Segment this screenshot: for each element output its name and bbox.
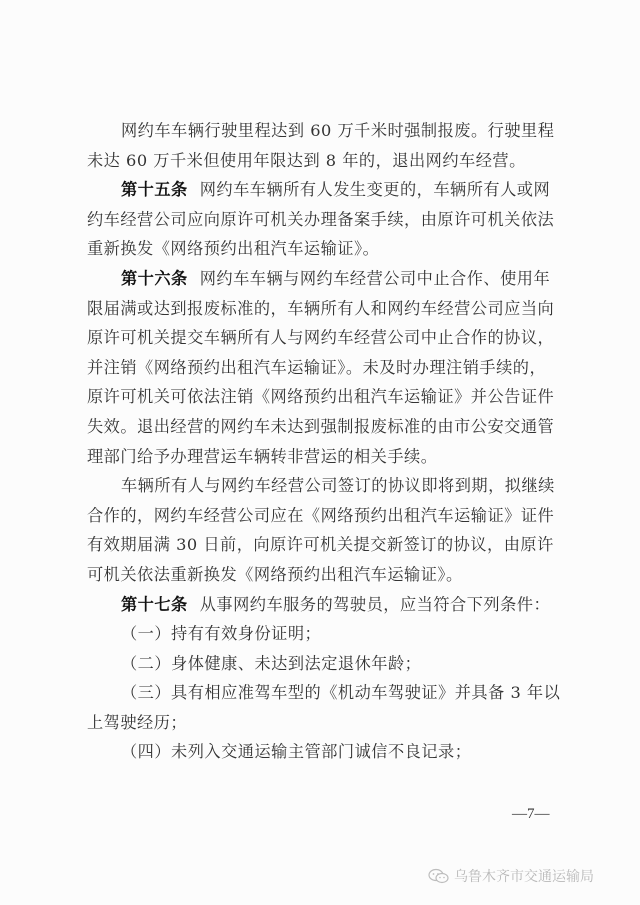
- text-span: 网约车车辆所有人发生变更的，车辆所有人或网: [199, 180, 551, 200]
- article-heading: 第十五条: [121, 180, 188, 200]
- article-heading: 第十六条: [121, 268, 188, 288]
- text-span: 网约车车辆与网约车经营公司中止合作、使用年: [199, 268, 551, 288]
- list-item: （三）具有相应准驾车型的《机动车驾驶证》并具备 3 年以: [121, 683, 561, 703]
- text-line: 限届满或达到报废标准的，车辆所有人和网约车经营公司应当向: [87, 298, 555, 318]
- text-line: 原许可机关提交车辆所有人与网约车经营公司中止合作的协议，: [87, 328, 555, 348]
- text-line: 网约车车辆行驶里程达到 60 万千米时强制报废。行驶里程: [121, 121, 555, 140]
- text-span: 从事网约车服务的驾驶员，应当符合下列条件：: [199, 594, 551, 614]
- text-line: 约车经营公司应向原许可机关办理备案手续，由原许可机关依法: [87, 209, 555, 229]
- wechat-icon: [428, 868, 450, 884]
- watermark: [428, 866, 594, 886]
- list-item: （一）持有有效身份证明；: [121, 624, 322, 644]
- watermark-text: 乌鲁木齐市交通运输局: [454, 869, 594, 885]
- document-body: [87, 116, 561, 767]
- text-line: 未达 60 万千米但使用年限达到 8 年的，退出网约车经营。: [87, 150, 526, 170]
- text-line: 理部门给予办理营运车辆转非营运的相关手续。: [87, 446, 438, 466]
- text-line: 车辆所有人与网约车经营公司签订的协议即将到期，拟继续: [121, 476, 555, 496]
- list-item: （二）身体健康、未达到法定退休年龄；: [121, 653, 422, 673]
- list-item-continuation: 上驾驶经历；: [87, 712, 188, 732]
- text-line: 合作的，网约车经营公司应在《网络预约出租汽车运输证》证件: [87, 505, 555, 525]
- text-line: 可机关依法重新换发《网络预约出租汽车运输证》。: [87, 564, 463, 584]
- article-heading: 第十七条: [121, 594, 188, 614]
- text-line: 并注销《网络预约出租汽车运输证》。未及时办理注销手续的，: [87, 357, 547, 377]
- article-16-line: [87, 264, 557, 294]
- article-15-line: [87, 175, 557, 205]
- page-number: —7—: [512, 806, 550, 822]
- text-line: 原许可机关可依法注销《网络预约出租汽车运输证》并公告证件: [87, 387, 555, 407]
- article-17-line: [87, 590, 557, 620]
- text-line: 有效期届满 30 日前，向原许可机关提交新签订的协议，由原许: [87, 535, 554, 555]
- text-line: 失效。退出经营的网约车未达到强制报废标准的由市公安交通管: [87, 416, 555, 436]
- text-line: 重新换发《网络预约出租汽车运输证》。: [87, 239, 380, 259]
- list-item: （四）未列入交通运输主管部门诚信不良记录；: [121, 742, 472, 762]
